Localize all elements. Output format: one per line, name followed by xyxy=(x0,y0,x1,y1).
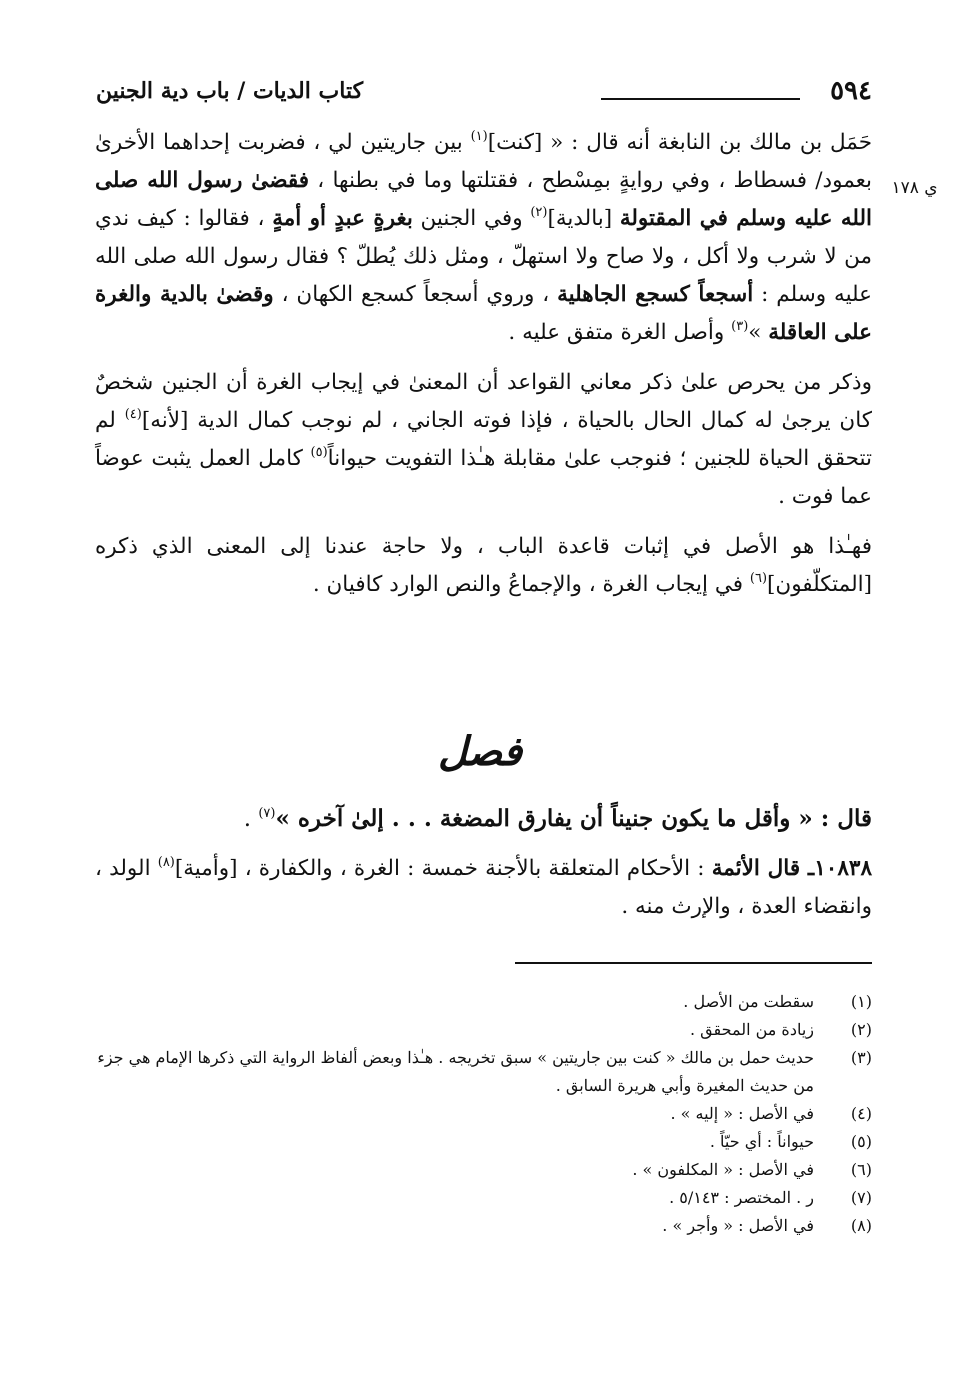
footnote xyxy=(95,1156,872,1184)
footnote-text: زيادة من المحقق . xyxy=(690,1020,814,1039)
text-run: : الأحكام المتعلقة بالأجنة خمسة : الغرة ، والكفارة ، [وأمية] xyxy=(174,856,712,881)
footnote-separator xyxy=(515,962,872,964)
text-run: ، وروي أسجعاً كسجع الكهان ، xyxy=(273,282,558,307)
footnote-text: حيواناً : أي حيّاً . xyxy=(709,1132,814,1151)
footnote xyxy=(95,1100,872,1128)
text-run: كامل العمل يثبت عوضاً عما فوت . xyxy=(95,446,872,509)
bold-text: وقضىٰ بالدية والغرة على العاقلة xyxy=(95,282,872,345)
text-run: ، فقالوا : كيف ندي من لا شرب ولا أكل ، ولا صاح ولا استهلّ ، ومثل ذلك يُطلّ ؟ فقال رسول الله صلى الله عليه وسلم : xyxy=(95,206,873,307)
footnote-number: (٧) xyxy=(850,1188,872,1207)
bold-text: قال : « وأقل ما يكون جنيناً أن يفارق المضغة . . . إلىٰ آخره » xyxy=(275,805,872,832)
manuscript-folio-note: ي ١٧٨ xyxy=(891,178,938,198)
text-run: حَمَل بن مالك بن النابغة أنه قال : « [كنت] xyxy=(487,130,873,155)
footnote-text: سقطت من الأصل . xyxy=(683,992,814,1011)
text-run: لم تتحقق الحياة للجنين ؛ فنوجب علىٰ مقابلة هـٰذا التفويت حيواناً xyxy=(95,408,872,471)
section-title-ornament: فصل xyxy=(437,728,523,775)
section-block xyxy=(95,800,872,926)
text-run: وفي الجنين xyxy=(412,206,531,231)
header-rule xyxy=(601,98,800,100)
footnote-number: (٥) xyxy=(850,1132,872,1151)
paragraph xyxy=(95,124,872,352)
footnote-marker: (٣) xyxy=(731,319,749,334)
footnote-text: ر . المختصر : ٥/١٤٣ . xyxy=(669,1188,814,1207)
paragraph xyxy=(95,528,872,604)
text-run: وأصل الغرة متفق عليه . xyxy=(508,320,732,345)
paragraph xyxy=(95,850,872,926)
footnote xyxy=(95,1044,872,1100)
page-header xyxy=(96,74,872,114)
footnote-marker: (١) xyxy=(470,129,488,144)
text-run: وذكر من يحرص علىٰ ذكر معاني القواعد أن المعنىٰ في إيجاب الغرة أن الجنين شخصٌ كان يرجىٰ له كمال الحال بالحياة ، فإذا فوته الجاني ، لم نوجب كمال الدية [لأنه] xyxy=(95,370,873,433)
footnote-text: في الأصل : « المكلفون » . xyxy=(632,1160,814,1179)
footnote-marker: (٨) xyxy=(157,855,175,870)
page-number: ٥٩٤ xyxy=(830,76,872,106)
footnotes xyxy=(95,988,872,1240)
footnote xyxy=(95,1184,872,1212)
text-run: في إيجاب الغرة ، والإجماعُ والنص الوارد كافيان . xyxy=(312,572,750,597)
footnote-number: (٣) xyxy=(850,1048,872,1067)
text-run: فهـٰذا هو الأصل في إثبات قاعدة الباب ، ولا حاجة عندنا إلى المعنى الذي ذكره [المتكلّفون] xyxy=(95,534,872,597)
bold-text: فقضىٰ رسول الله صلى الله عليه وسلم في المقتولة xyxy=(95,168,872,231)
footnote-number: (١) xyxy=(850,992,872,1011)
footnote-marker: (٧) xyxy=(258,806,276,821)
bold-text: بغرةٍ عبدٍ أو أمةٍ xyxy=(272,206,413,231)
footnote-marker: (٢) xyxy=(530,205,548,220)
footnote-text: في الأصل : « إليه » . xyxy=(670,1104,814,1123)
footnote xyxy=(95,1212,872,1240)
bold-text: ١٠٨٣٨ـ قال الأئمة xyxy=(711,856,872,881)
footnote-number: (٦) xyxy=(850,1160,872,1179)
text-run: . xyxy=(243,806,259,832)
footnote-number: (٨) xyxy=(850,1216,872,1235)
footnote-marker: (٦) xyxy=(749,571,768,586)
footnote xyxy=(95,1128,872,1156)
footnote-text: حديث حمل بن مالك « كنت بين جاريتين » سبق تخريجه . هـٰذا وبعض ألفاظ الرواية التي ذكرها الإمام هي جزء من حديث المغيرة وأبي هريرة السابق . xyxy=(97,1048,814,1095)
footnote xyxy=(95,1016,872,1044)
footnote xyxy=(95,988,872,1016)
bold-text: أسجعاً كسجع الجاهلية xyxy=(557,282,754,307)
text-run: » xyxy=(748,320,769,345)
footnote-marker: (٥) xyxy=(310,445,328,460)
text-run: [بالدية] xyxy=(547,206,620,231)
text-run: الولد ، وانقضاء العدة ، والإرث منه . xyxy=(95,856,872,919)
running-title: كتاب الديات / باب دية الجنين xyxy=(96,78,364,104)
footnote-number: (٢) xyxy=(850,1020,872,1039)
section-heading xyxy=(95,800,872,838)
footnote-text: في الأصل : « وأجر » . xyxy=(662,1216,814,1235)
footnote-marker: (٤) xyxy=(124,407,142,422)
text-run: بين جاريتين لي ، فضربت إحداهما الأخرىٰ بعمود/ فسطاط ، وفي روايةٍ بمِسْطح ، فقتلتها وما في بطنها ، xyxy=(95,130,872,193)
paragraph xyxy=(95,364,872,516)
main-text xyxy=(95,124,872,604)
footnote-number: (٤) xyxy=(850,1104,872,1123)
